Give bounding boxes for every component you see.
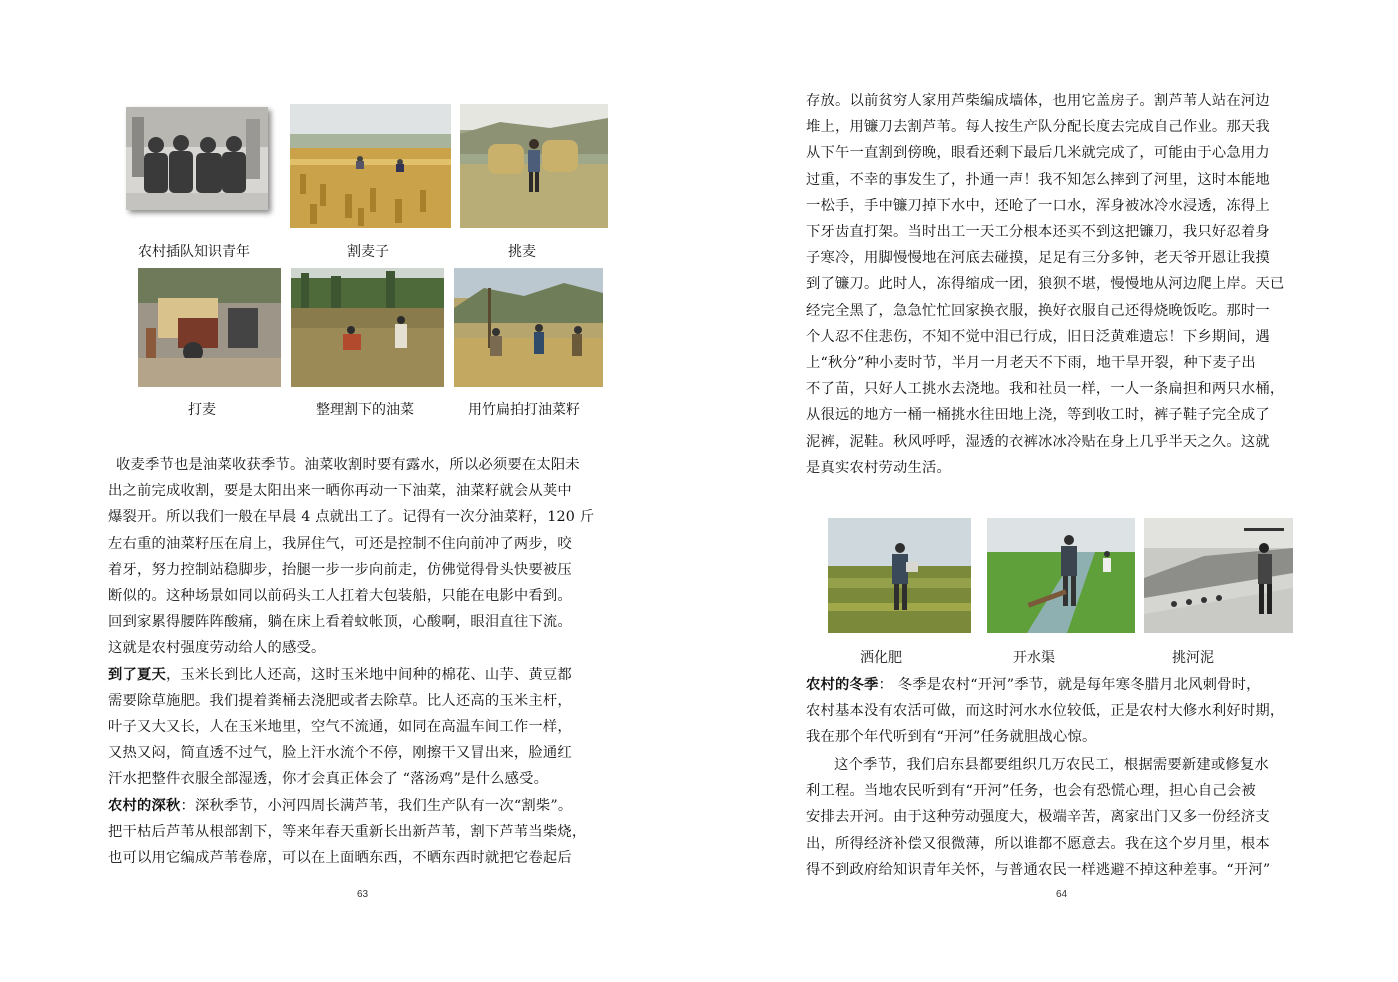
text-line: 到了镰刀。此时人，冻得缩成一团，狼狈不堪，慢慢地从河边爬上岸。天已 xyxy=(806,276,1285,293)
winter-heading: 农村的冬季 xyxy=(806,677,879,693)
text-line: 过重，不幸的事发生了，扑通一声！我不知怎么摔到了河里，这时本能地 xyxy=(806,171,1270,188)
text-line: 经完全黑了，急急忙忙回家换衣服，换好衣服自己还得烧晚饭吃。那时一 xyxy=(806,302,1270,319)
winter-line: 农村的冬季： 冬季是农村“开河”季节，就是每年寒冬腊月北风刺骨时， xyxy=(806,677,1261,693)
text-line: 安排去开河。由于这种劳动强度大，极端辛苦，离家出门又多一份经济支 xyxy=(806,809,1270,826)
photo-cutting-wheat xyxy=(290,104,451,228)
text-line: 断似的。这种场景如同以前码头工人扛着大包装船，只能在电影中看到。 xyxy=(108,588,572,605)
text-line: 左右重的油菜籽压在肩上，我屏住气，可还是控制不住向前冲了两步，咬 xyxy=(108,535,572,552)
text-line: 回到家累得腰阵阵酸痛，躺在床上看着蚊帐顶，心酸啊，眼泪直往下流。 xyxy=(108,614,572,631)
autumn-line: 农村的深秋：深秋季节，小河四周长满芦苇，我们生产队有一次“割柴”。 xyxy=(108,797,573,814)
caption-opening-canal: 开水渠 xyxy=(1013,650,1055,666)
caption-educated-youth: 农村插队知识青年 xyxy=(138,244,250,260)
photo-beating-rapeseed xyxy=(454,268,603,387)
text-line: 爆裂开。所以我们一般在早晨 4 点就出工了。记得有一次分油菜籽，120 斤 xyxy=(108,509,595,526)
text-line: 把干枯后芦苇从根部割下，等来年春天重新长出新芦苇，割下芦苇当柴烧， xyxy=(108,823,587,840)
photo-opening-canal xyxy=(987,518,1135,633)
summer-line: 到了夏天，玉米长到比人还高，这时玉米地中间种的棉花、山芋、黄豆都 xyxy=(108,666,572,683)
photo-carrying-river-mud xyxy=(1144,518,1293,633)
caption-beating-rapeseed: 用竹扁拍打油菜籽 xyxy=(468,402,580,418)
reed-paragraph xyxy=(806,88,1318,481)
caption-carrying-river-mud: 挑河泥 xyxy=(1172,650,1214,666)
text-line: 出之前完成收割，要是太阳出来一晒你再动一下油菜，油菜籽就会从荚中 xyxy=(108,483,572,500)
caption-spreading-fertilizer: 洒化肥 xyxy=(860,650,902,666)
text-line: 又热又闷，简直透不过气，脸上汗水流个不停，刚擦干又冒出来，脸通红 xyxy=(108,745,572,762)
photo-carrying-wheat xyxy=(460,104,608,228)
text-line: 农村基本没有农活可做，而这时河水水位较低，正是农村大修水利好时期， xyxy=(806,703,1285,720)
right-page xyxy=(699,0,1398,982)
text-line: 从下午一直割到傍晚，眼看还剩下最后几米就完成了，可能由于心急用力 xyxy=(806,145,1270,162)
text-line: 出，所得经济补偿又很微薄，所以谁都不愿意去。我在这个岁月里，根本 xyxy=(806,835,1270,852)
text-line: 这个季节，我们启东县都要组织几万农民工，根据需要新建或修复水 xyxy=(834,757,1269,773)
text-line: 不了苗，只好人工挑水去浇地。我和社员一样，一人一条扁担和两只水桶， xyxy=(806,381,1285,398)
text-line: 下牙齿直打架。当时出工一天工分根本还买不到这把镰刀，我只好忍着身 xyxy=(806,224,1270,241)
text-line: 这就是农村强度劳动给人的感受。 xyxy=(108,640,326,657)
text-line: 从很远的地方一桶一桶挑水往田地上浇，等到收工时，裤子鞋子完全成了 xyxy=(806,407,1270,424)
photo-threshing xyxy=(138,268,281,387)
text-line: 泥裤，泥鞋。秋风呼呼，湿透的衣裤冰冰冷贴在身上几乎半天之久。这就 xyxy=(806,433,1270,450)
text-line: 堆上，用镰刀去割芦苇。每人按生产队分配长度去完成自己作业。那天我 xyxy=(806,119,1270,136)
text-line: 存放。以前贫穷人家用芦柴编成墙体，也用它盖房子。割芦苇人站在河边 xyxy=(806,93,1270,109)
text-line: 我在那个年代听到有“开河”任务就胆战心惊。 xyxy=(806,729,1097,746)
text-line: 收麦季节也是油菜收获季节。油菜收割时要有露水，所以必须要在太阳未 xyxy=(116,457,580,473)
page-number-right: 64 xyxy=(1056,889,1068,900)
page-number-left: 63 xyxy=(357,889,369,900)
winter-paragraph xyxy=(806,672,1318,751)
autumn-heading: 农村的深秋 xyxy=(108,797,181,814)
photo-sorting-rapeseed xyxy=(291,268,444,387)
text-line: 个人忍不住悲伤，不知不觉中泪已行成，旧日泛黄难遗忘！下乡期间，遇 xyxy=(806,328,1270,345)
text-line: 得不到政府给知识青年关怀，与普通农民一样逃避不掉这种差事。“开河” xyxy=(806,861,1271,878)
summer-heading: 到了夏天 xyxy=(108,666,166,683)
season-paragraph xyxy=(806,752,1318,883)
text-line: 着牙，努力控制站稳脚步，抬腿一步一步向前走，仿佛觉得骨头快要被压 xyxy=(108,561,572,578)
text-line: 一松手，手中镰刀掉下水中，还呛了一口水，浑身被冰冷水浸透，冻得上 xyxy=(806,197,1270,214)
caption-sorting-rapeseed: 整理割下的油菜 xyxy=(316,402,414,418)
text-line: 上“秋分”种小麦时节，半月一月老天不下雨，地干旱开裂，种下麦子出 xyxy=(806,355,1256,372)
photo-educated-youth xyxy=(126,107,268,210)
text-line: 汗水把整件衣服全部湿透，你才会真正体会了 “落汤鸡”是什么感受。 xyxy=(108,771,549,788)
text-line: 是真实农村劳动生活。 xyxy=(806,459,951,476)
caption-carrying-wheat: 挑麦 xyxy=(508,244,536,260)
text-line: 需要除草施肥。我们提着粪桶去浇肥或者去除草。比人还高的玉米主杆， xyxy=(108,692,572,709)
harvest-paragraph xyxy=(108,452,620,871)
caption-cutting-wheat: 割麦子 xyxy=(347,244,389,260)
caption-threshing: 打麦 xyxy=(188,402,216,418)
text-line: 子寒冷，用脚慢慢地在河底去碰摸，足足有三分多钟，老天爷开恩让我摸 xyxy=(806,250,1270,267)
text-line: 叶子又大又长，人在玉米地里，空气不流通，如同在高温车间工作一样， xyxy=(108,719,572,736)
text-line: 也可以用它编成芦苇卷席，可以在上面晒东西，不晒东西时就把它卷起后 xyxy=(108,850,572,867)
photo-spreading-fertilizer xyxy=(828,518,971,633)
text-line: 利工程。当地农民听到有“开河”任务，也会有恐慌心理，担心自己会被 xyxy=(806,783,1256,800)
